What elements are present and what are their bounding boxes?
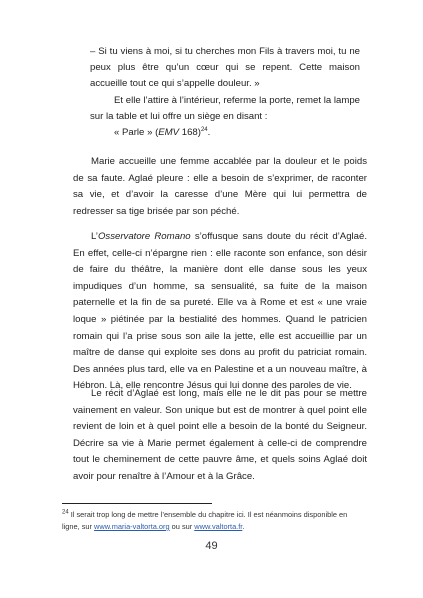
footnote-separator (62, 503, 212, 504)
valtorta-fr-link[interactable]: www.valtorta.fr (194, 522, 243, 531)
page-number: 49 (205, 540, 218, 552)
quote-paragraph-1: – Si tu viens à moi, si tu cherches mon Fils à travers moi, tu ne peux plus être qu’un cœur qui se repent. Cette maison accueille tout ce qui s’appelle douleur. » (90, 46, 360, 90)
quote-paragraph-2: Et elle l’attire à l’intérieur, referme la porte, remet la lampe sur la table et lui offre un siège en disant : (90, 94, 360, 122)
maria-valtorta-link[interactable]: www.maria-valtorta.org (94, 522, 170, 531)
quote-parle: « Parle » ( (114, 127, 159, 139)
footnote-number: 24 (62, 509, 69, 516)
footnote-marker: 24 (200, 126, 208, 133)
quote-paragraph-3 (90, 125, 360, 141)
footnote-text-end: . (242, 522, 245, 531)
paragraph-1-block (73, 154, 367, 220)
quote-emv-ref: EMV (158, 127, 180, 139)
osservatore-romano-title: Osservatore Romano (97, 231, 191, 242)
quote-block (90, 44, 360, 141)
paragraph-2-block (73, 229, 367, 395)
paragraph-2-lead: L’ (91, 231, 98, 242)
footnote-text-mid: ou sur (169, 522, 195, 531)
quote-end-punct: . (207, 127, 211, 139)
footnote (62, 509, 364, 533)
paragraph-1: Marie accueille une femme accablée par la douleur et le poids de sa faute. Aglaé pleure : elle a besoin de s’exprimer, de raconter sa vie, et d’avoir la caresse d’une Mère qui lui permettra de redresser sa tige brisée par son péché. (73, 156, 367, 217)
paragraph-2 (73, 229, 367, 395)
paragraph-2-body: s’offusque sans doute du récit d’Aglaé. En effet, celle-ci n’épargne rien : elle raconte son enfance, son désir de faire du théâtre, la manière dont elle danse sous les yeux impudiques d’un homme, sa sensualité, sa fuite de la maison paternelle et la fin de sa pureté. Elle va à Rome et est « une vraie loque » piétinée par la bestialité des hommes. Quand le patricien romain qui l’a prise sous son aile la jette, elle est accueillie par un maître de danse qui exploite ses dons au profit du patriciat romain. Des années plus tard, elle va en Palestine et a un nouveau maître, à Hébron. Là, elle rencontre Jésus qui lui donne des paroles de vie. (73, 231, 367, 392)
quote-ref-number: 168) (179, 127, 201, 139)
footnote-text: Il serait trop long de mettre l’ensemble du chapitre ici. Il est néanmoins disponible en ligne, sur (62, 510, 348, 531)
paragraph-3: Le récit d’Aglaé est long, mais elle ne le dit pas pour se mettre vainement en valeur. Son unique but est de montrer à quel point elle revient de loin et à quel point elle a besoin de la bonté du Seigneur. Décrire sa vie à Marie permet également à celle-ci de comprendre tout le cheminement de cette pauvre âme, et quels soins Aglaé doit avoir pour renaître à l’Amour et à la Grâce. (73, 388, 367, 482)
paragraph-3-block (73, 386, 367, 486)
